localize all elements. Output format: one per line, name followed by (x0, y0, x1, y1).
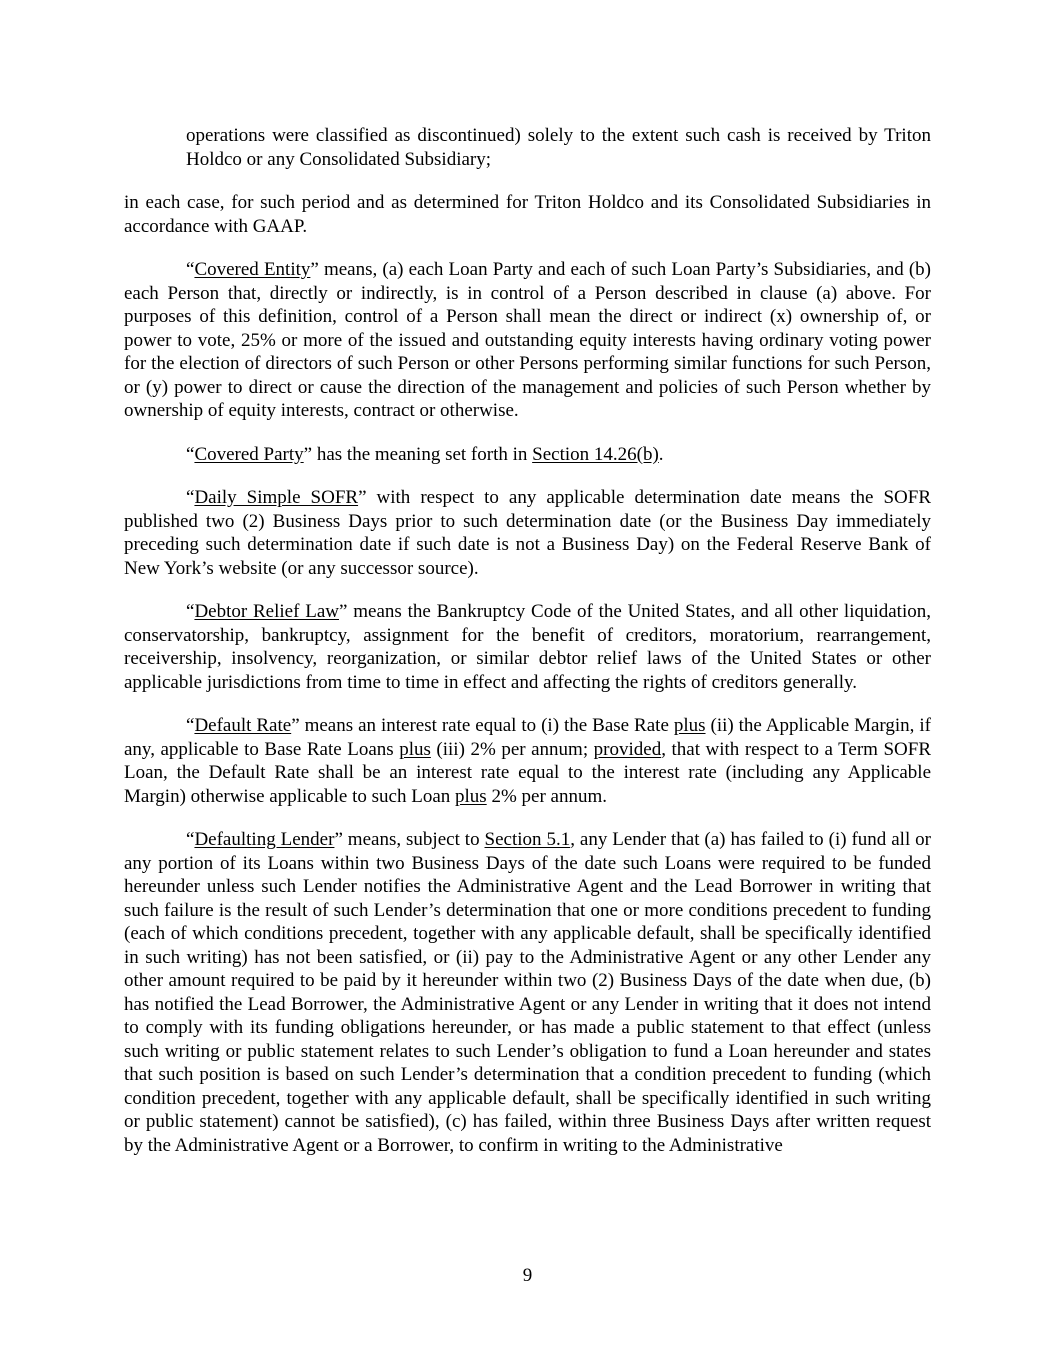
summary-paragraph (124, 191, 931, 238)
definition-default-rate (124, 714, 931, 808)
open-quote: “ (186, 443, 195, 465)
definition-defaulting-lender (124, 828, 931, 1157)
defined-term: Daily Simple SOFR (194, 487, 359, 508)
continued-clause-paragraph (186, 124, 931, 171)
page-number: 9 (522, 1265, 533, 1286)
definition-covered-party (124, 443, 931, 467)
section-reference: Section 14.26(b) (532, 443, 659, 465)
plus-term: plus (399, 738, 431, 760)
definition-covered-entity (124, 258, 931, 423)
open-quote: “ (186, 487, 195, 508)
definition-body: ” means, (a) each Loan Party and each of such Loan Party’s Subsidiaries, and (b) each Person that, directly or indirectly, is in control of a Person described in clause (a) above. For purposes of this definition, control of a Person shall mean the direct or indirect (x) ownership of, or power to vote, 25% or more of the issued and outstanding equity interests having ordinary voting power for the election of directors of such Person or other Persons performing similar functions for such Person, or (y) power to direct or cause the direction of the management and policies of such Person whether by ownership of equity interests, contract or otherwise. (124, 259, 931, 421)
section-reference: Section 5.1 (484, 829, 571, 850)
definition-body: , that with respect to a Term SOFR Loan, the Default Rate shall be an interest rate equal to the interest rate (including any Applicable Margin) otherwise applicable to such Loan (124, 738, 931, 807)
open-quote: “ (186, 601, 195, 622)
defined-term: Default Rate (194, 715, 292, 736)
document-page (124, 124, 931, 1157)
paragraph-text: operations were classified as discontinued) solely to the extent such cash is received by Triton Holdco or any Consolidated Subsidiary; (186, 125, 931, 170)
open-quote: “ (186, 259, 195, 280)
open-quote: “ (186, 715, 195, 736)
definition-daily-simple-sofr (124, 486, 931, 580)
defined-term: Covered Party (194, 443, 304, 465)
definition-body: ” means, subject to (334, 829, 485, 850)
plus-term: plus (455, 785, 487, 807)
definition-body: ” has the meaning set forth in (303, 443, 533, 465)
definition-body: , any Lender that (a) has failed to (i) fund all or any portion of its Loans within two Business Days of the date such Loans were required to be funded hereunder unless such Lender notifies the Administrative Agent and the Lead Borrower in writing that such failure is the result of such Lender’s determination that one or more conditions precedent to funding (each of which conditions precedent, together with any applicable default, shall be specifically identified in such writing) has not been satisfied, or (ii) pay to the Administrative Agent or any other Lender any other amount required to be paid by it hereunder within two (2) Business Days of the date when due, (b) has notified the Lead Borrower, the Administrative Agent or any Lender in writing that it does not intend to comply with its funding obligations hereunder, or has made a public statement to that effect (unless such writing or public statement relates to such Lender’s obligation to fund a Loan hereunder and states that such position is based on such Lender’s determination that a condition precedent to funding (which condition precedent, together with any applicable default, shall be specifically identified in such writing or public statement) cannot be satisfied), (c) has failed, within three Business Days after written request by the Administrative Agent or a Borrower, to confirm in writing to the Administrative (124, 829, 932, 1156)
open-quote: “ (186, 829, 195, 850)
definition-body: (ii) the Applicable Margin, if any, applicable to Base Rate Loans (124, 715, 931, 760)
defined-term: Debtor Relief Law (194, 601, 339, 622)
definition-body: ” means the Bankruptcy Code of the United States, and all other liquidation, conservatorship, bankruptcy, assignment for the benefit of creditors, moratorium, rearrangement, receivership, insolvency, reorganization, or similar debtor relief laws of the United States or other applicable jurisdictions from time to time in effect and affecting the rights of creditors generally. (124, 601, 931, 693)
definition-body: 2% per annum. (486, 785, 607, 807)
definition-body: ” means an interest rate equal to (i) the Base Rate (291, 715, 674, 736)
definition-body: (iii) 2% per annum; (430, 738, 594, 760)
definition-debtor-relief-law (124, 600, 931, 694)
defined-term: Covered Entity (194, 259, 311, 280)
definition-end: . (658, 443, 664, 465)
defined-term: Defaulting Lender (194, 829, 335, 850)
provided-term: provided (593, 738, 662, 760)
paragraph-text: in each case, for such period and as determined for Triton Holdco and its Consolidated Subsidiaries in accordance with GAAP. (124, 192, 931, 237)
plus-term: plus (673, 715, 706, 736)
definition-body: ” with respect to any applicable determination date means the SOFR published two (2) Business Days prior to such determination date (or the Business Day immediately preceding such determination date if such date is not a Business Day) on the Federal Reserve Bank of New York’s website (or any successor source). (124, 487, 931, 579)
